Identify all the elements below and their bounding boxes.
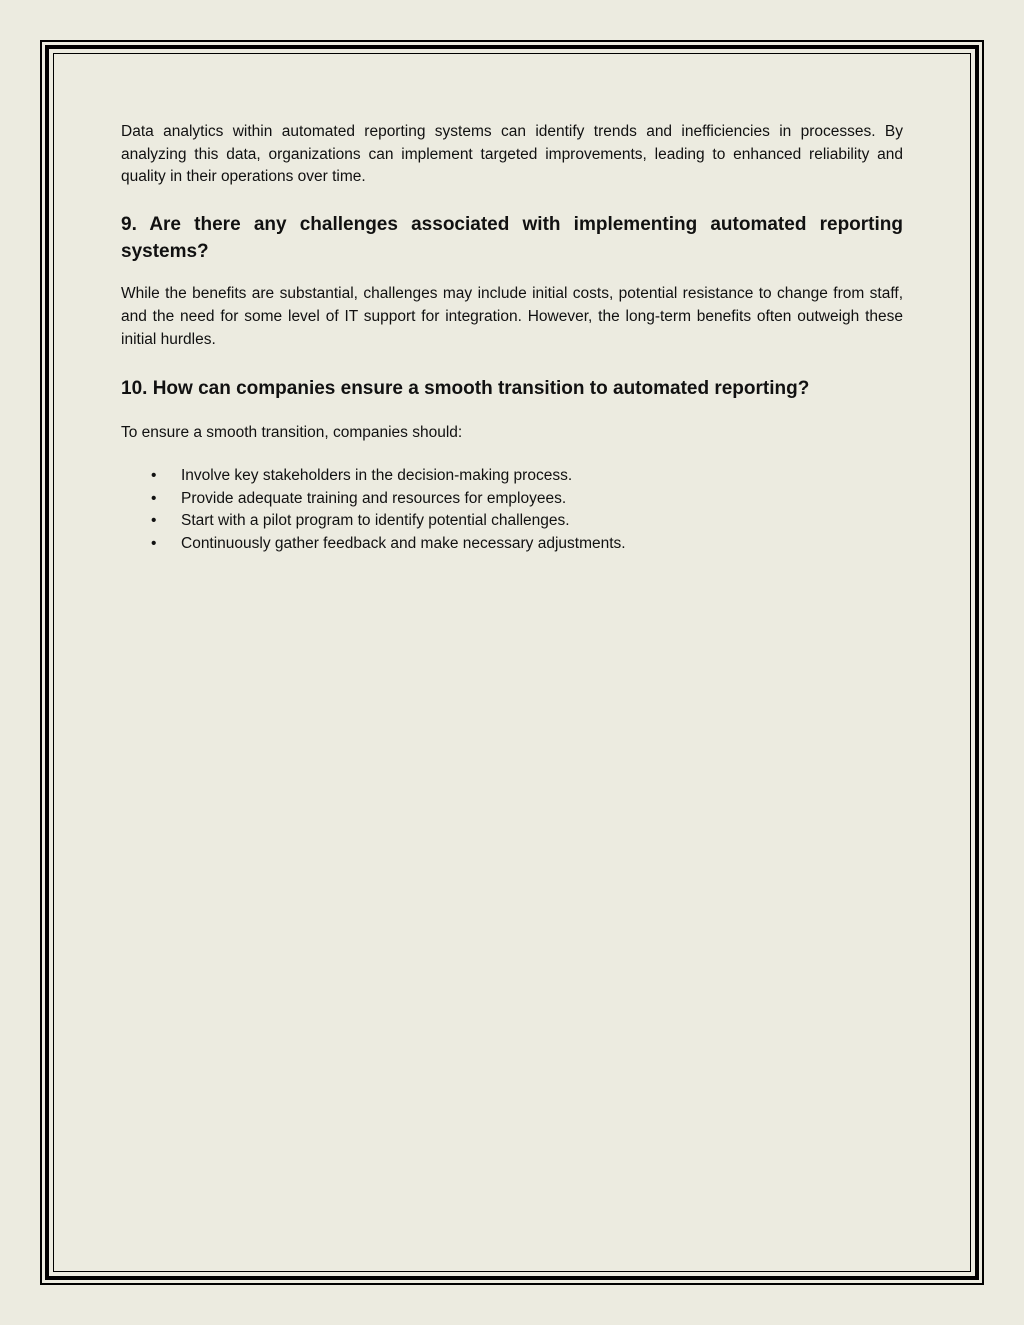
bullet-icon: •: [151, 512, 157, 530]
list-item-text: Start with a pilot program to identify potential challenges.: [181, 512, 570, 530]
question-9-answer: While the benefits are substantial, challenges may include initial costs, potential resistance to change from staff, and the need for some level of IT support for integration. However, the long-term benefits often outweigh these initial hurdles.: [121, 285, 903, 348]
list-item: [121, 488, 903, 511]
list-item-text: Provide adequate training and resources for employees.: [181, 489, 567, 507]
list-item-text: Continuously gather feedback and make necessary adjustments.: [181, 535, 626, 553]
bullet-icon: •: [151, 466, 157, 484]
transition-steps-list: [121, 465, 903, 556]
bullet-icon: •: [151, 535, 157, 553]
list-item: [121, 465, 903, 488]
question-10-lead: To ensure a smooth transition, companies should:: [121, 424, 463, 442]
intro-paragraph: Data analytics within automated reporting systems can identify trends and inefficiencies in processes. By analyzing this data, organizations can implement targeted improvements, leading to enhanced reliability and quality in their operations over time.: [121, 123, 903, 186]
question-9-heading: 9. Are there any challenges associated with implementing automated reporting systems?: [121, 214, 903, 263]
list-item-text: Involve key stakeholders in the decision-making process.: [181, 466, 573, 484]
document-body: [121, 121, 903, 556]
bullet-icon: •: [151, 489, 157, 507]
list-item: [121, 533, 903, 556]
question-10-heading: 10. How can companies ensure a smooth transition to automated reporting?: [121, 378, 810, 400]
list-item: [121, 510, 903, 533]
